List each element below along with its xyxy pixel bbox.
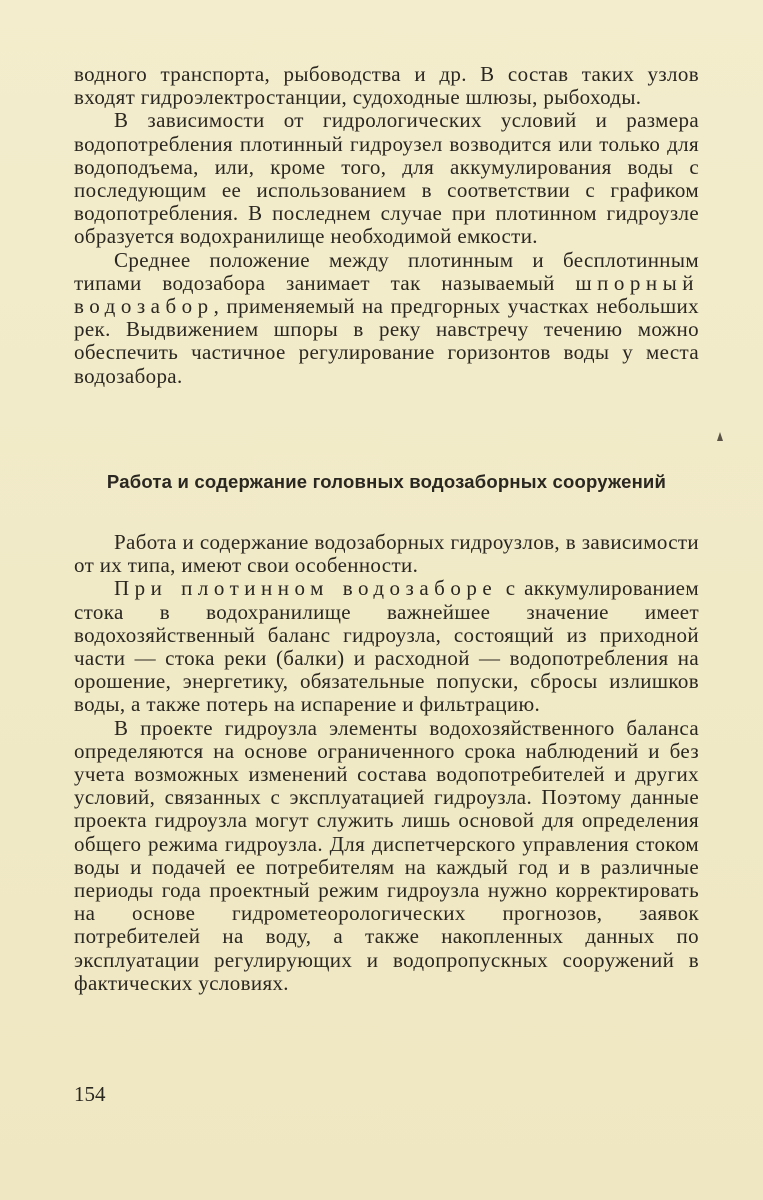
paragraph-project-balance: В проекте гидроузла элементы водохозяйственного баланса определяются на основе ограниченного срока наблюдений и без учета возможных изменений состава водопотребителей и других условий, связанных с эксплуатацией гидроузла. Поэтому данные проекта гидроузла могут служить лишь основой для определения общего режима гидроузла. Для диспетчерского управления стоком воды и подачей ее потребителям на каждый год и в различные периоды года проектный режим гидроузла нужно корректировать на основе гидрометеорологических прогнозов, заявок потребителей на воду, а также накопленных данных по эксплуатации регулирующих и водопропускных сооружений в фактических условиях. [74,715,699,995]
paragraph-dam-intake [74,577,699,716]
paragraph-hydro-conditions: В зависимости от гидрологических условий и размера водопотребления плотинный гидроузел возводится или только для водоподъема, или, кроме того, для аккумулирования воды с последующим ее использованием в соответствии с графиком водопотребления. В последнем случае при плотинном гидроузле образуется водохранилище необходимой емкости. [74,108,699,249]
lower-text-block [74,531,699,995]
spur-intake-trail-text: , применяемый на предгорных участках небольших рек. Выдвижением шпоры в реку навстречу течению можно обеспечить частичное регулирование горизонтов воды у места водозабора. [74,294,699,388]
upper-text-block [74,63,699,388]
spur-intake-lead-text: Среднее положение между плотинным и бесплотинным типами водозабора занимает так называемый [74,247,699,295]
paragraph-continuation: водного транспорта, рыбоводства и др. В состав таких узлов входят гидроэлектростанции, судоходные шлюзы, рыбоходы. [74,62,699,110]
page-number: 154 [74,1082,106,1106]
dam-intake-term: При плотинном водозаборе [114,576,498,601]
margin-mark [717,432,723,441]
dam-intake-text: с аккумулированием стока в водохранилище важнейшее значение имеет водохозяйственный баланс гидроузла, состоящий из приходной части — стока реки (балки) и расходной — водопотребления на орошение, энергетику, обязательные попуски, сбросы излишков воды, а также потерь на испарение и фильтрацию. [74,576,699,717]
paragraph-spur-intake [74,249,699,388]
section-heading: Работа и содержание головных водозаборных сооружений [106,471,667,492]
paragraph-operation-intro: Работа и содержание водозаборных гидроузлов, в зависимости от их типа, имеют свои особенности. [74,530,699,578]
spur-intake-term: шпорный водозабор [74,270,699,319]
